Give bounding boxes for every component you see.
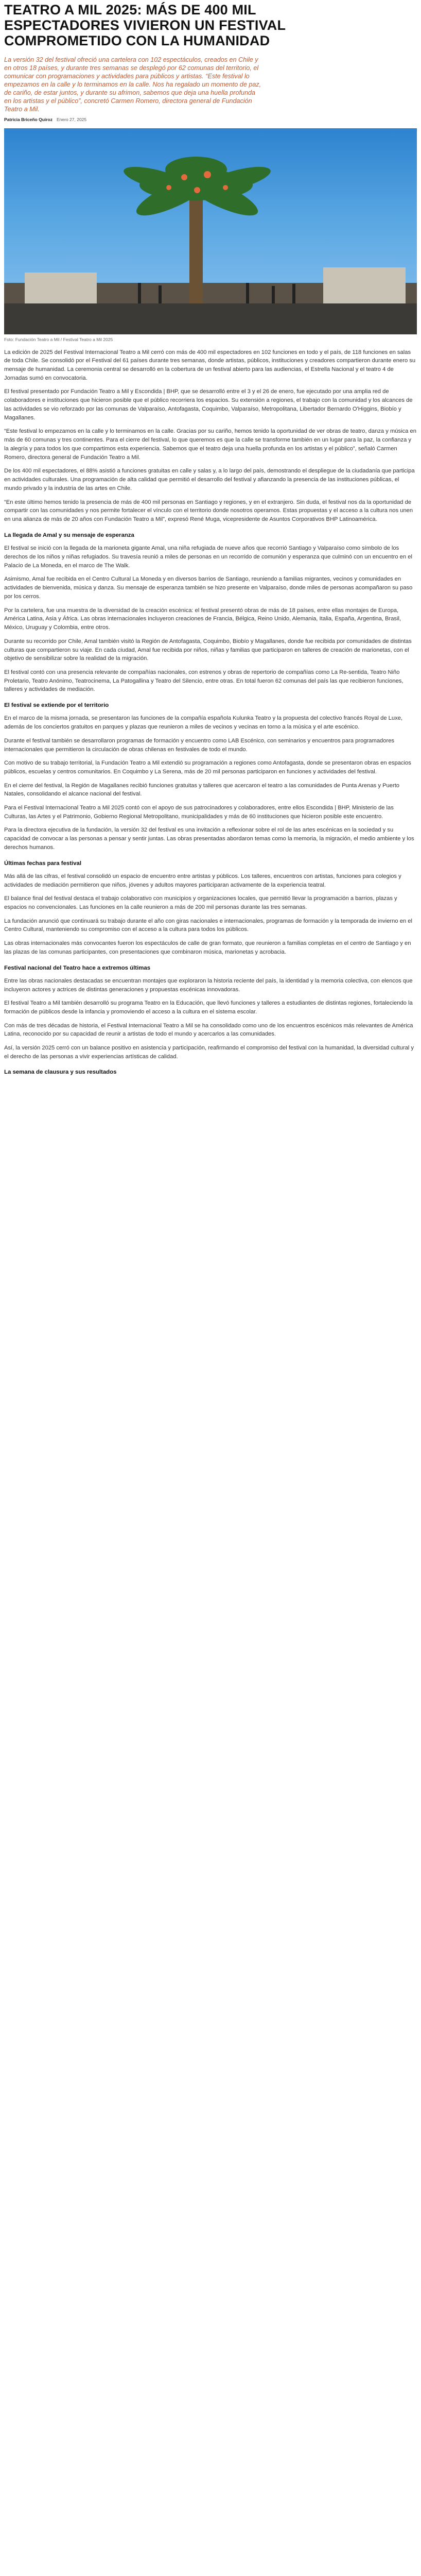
paragraph-7: Asimismo, Amal fue recibida en el Centro Cultural La Moneda y en diversos barrios de Santiago, reuniendo a familias migrantes, vecinos y comunidades en actividades de bienvenida, música y danza. Su mensaje de esperanza también se hizo presente en Valparaíso, donde miles de personas acompañaron su paso por los cerros.	[4, 576, 413, 600]
paragraph-24: Así, la versión 2025 cerró con un balance positivo en asistencia y participación, reafirmando el compromiso del festival con la humanidad, la diversidad cultural y el derecho de las personas a vivir experiencias artísticas de calidad.	[4, 1044, 414, 1060]
paragraph-5: “En este último hemos tenido la presencia de más de 400 mil personas en Santiago y regiones, y en el extranjero. Sin duda, el festival nos da la oportunidad de compartir con las comunidades y nos permite fortalecer el vínculo con el territorio donde nosotros operamos. Estas propuestas y el acceso a la cultura nos unen en una alianza de más de 20 años con Fundación Teatro a Mil”, expresó René Muga, vicepresidente de Asuntos Corporativos BHP Latinoamérica.	[4, 499, 413, 523]
paragraph-6: El festival se inició con la llegada de la marioneta gigante Amal, una niña refugiada de nueve años que recorrió Santiago y Valparaíso como símbolo de los derechos de los niños y niñas refugiados. Su travesía reunió a miles de personas en un recorrido de comunión y esperanza que culminó con un encuentro en el Palacio de La Moneda, en el marco de The Walk.	[4, 545, 412, 569]
paragraph-22: El festival Teatro a Mil también desarrolló su programa Teatro en la Educación, que llevó funciones y talleres a estudiantes de distintas regiones, fortaleciendo la formación de públicos desde la infancia y promoviendo el acceso a la cultura en el sistema escolar.	[4, 1000, 413, 1015]
image-caption: Foto: Fundación Teatro a Mil / Festival Teatro a Mil 2025	[4, 336, 113, 342]
section-heading-amal: La llegada de Amal y su mensaje de esperanza	[4, 532, 134, 539]
publish-date: Enero 27, 2025	[57, 117, 87, 122]
article-title: TEATRO A MIL 2025: MÁS DE 400 MIL ESPECTADORES VIVIERON UN FESTIVAL COMPROMETIDO CON LA HUMANIDAD	[4, 2, 286, 48]
section-heading-territory: El festival se extiende por el territorio	[4, 702, 109, 709]
paragraph-23: Con más de tres décadas de historia, el Festival Internacional Teatro a Mil se ha consolidado como uno de los encuentros escénicos más relevantes de América Latina, reconocido por su capacidad de reunir a artistas de todo el mundo y acercarlos a las comunidades.	[4, 1022, 413, 1038]
paragraph-12: Durante el festival también se desarrollaron programas de formación y encuentro como LAB Escénico, con seminarios y encuentros para programadores internacionales que permitieron la circulación de obras chilenas en festivales de todo el mundo.	[4, 737, 395, 753]
paragraph-3: “Este festival lo empezamos en la calle y lo terminamos en la calle. Gracias por su cariño, hemos tenido la oportunidad de ver obras de teatro, danza y música en más de 60 comunas y tres continentes. Para el cierre del festival, lo que queremos es que la calle se transforme también en un lugar para la paz, la confianza y la alegría y para todos los que compartimos esta experiencia. Sabemos que el teatro deja una huella profunda en los artistas y el público”, señaló Carmen Romero, directora general de Fundación Teatro a Mil.	[4, 428, 416, 461]
paragraph-15: Para el Festival Internacional Teatro a Mil 2025 contó con el apoyo de sus patrocinadores y colaboradores, entre ellos Escondida | BHP, Ministerio de las Culturas, las Artes y el Patrimonio, Gobierno Regional Metropolitano, municipalidades y más de 60 instituciones que hicieron posible este encuentro.	[4, 804, 394, 820]
palm-tree-illustration	[4, 128, 417, 334]
paragraph-14: En el cierre del festival, la Región de Magallanes recibió funciones gratuitas y talleres que acercaron el teatro a las comunidades de Punta Arenas y Puerto Natales, consolidando el alcance nacional del festival.	[4, 782, 400, 798]
paragraph-8: Por la cartelera, fue una muestra de la diversidad de la creación escénica: el festival presentó obras de más de 18 países, entre ellas montajes de Europa, América Latina, Asia y África. Las obras internacionales incluyeron creaciones de Francia, Bélgica, Reino Unido, Alemania, Italia, España, Argentina, Brasil, México, Uruguay y Colombia, entre otros.	[4, 607, 401, 631]
paragraph-17: Más allá de las cifras, el festival consolidó un espacio de encuentro entre artistas y públicos. Los talleres, encuentros con artistas, funciones para colegios y actividades de mediación permitieron que niños, jóvenes y adultos mayores participaran activamente de la experiencia teatral.	[4, 873, 401, 888]
section-heading-last-dates: Últimas fechas para festival	[4, 860, 82, 867]
paragraph-16: Para la directora ejecutiva de la fundación, la versión 32 del festival es una invitación a reflexionar sobre el rol de las artes escénicas en la sociedad y su capacidad de convocar a las personas a pensar y sentir juntas. Las obras presentadas abordaron temas como la memoria, la migración, el medio ambiente y los derechos humanos.	[4, 827, 414, 851]
paragraph-10: El festival contó con una presencia relevante de compañías nacionales, con estrenos y obras de repertorio de compañías como La Re-sentida, Teatro Niño Proletario, Teatro Anónimo, Teatrocinema, La Patogallina y Teatro del Silencio, entre otras. En total fueron 62 comunas del país las que recibieron funciones, talleres y actividades de mediación.	[4, 669, 404, 693]
article-lead: La versión 32 del festival ofreció una cartelera con 102 espectáculos, creados en Chile y en otros 18 países, y durante tres semanas se desplegó por 62 comunas del territorio, el comunicar con programaciones y actividades para públicos y artistas. “Este festival lo empezamos en la calle y lo terminamos en la calle. Nos ha regalado un momento de paz, de cariño, de estar juntos, y durante su afrimon, sabemos que deja una huella profunda en los artistas y el público”, concretó Carmen Romero, directora general de Fundación Teatro a Mil.	[4, 56, 261, 113]
paragraph-13: Con motivo de su trabajo territorial, la Fundación Teatro a Mil extendió su programación a regiones como Antofagasta, donde se presentaron obras en espacios públicos, escuelas y centros comunitarios. En Coquimbo y La Serena, más de 20 mil personas participaron en funciones y actividades del festival.	[4, 760, 411, 775]
paragraph-2: El festival presentado por Fundación Teatro a Mil y Escondida | BHP, que se desarrolló entre el 3 y el 26 de enero, fue ejecutado por una amplia red de colaboradores e instituciones que hicieron posible que el público recorriera los espacios. Su extensión a regiones, el trabajo con la comunidad y los alcances de las actividades se vio reforzado por las comunas de Valparaíso, Antofagasta, Coquimbo, Valparaíso, Metropolitana, Libertador Bernardo O'Higgins, Biobío y Magallanes.	[4, 388, 413, 421]
section-heading-national: Festival nacional del Teatro hace a extremos últimas	[4, 964, 151, 971]
paragraph-11: En el marco de la misma jornada, se presentaron las funciones de la compañía española Kulunka Teatro y la propuesta del colectivo francés Royal de Luxe, además de los conciertos gratuitos en parques y plazas que reunieron a miles de vecinos y vecinas en torno a la música y el arte escénico.	[4, 715, 403, 731]
byline	[4, 116, 417, 123]
hero-image	[4, 128, 417, 334]
paragraph-21: Entre las obras nacionales destacadas se encuentran montajes que exploraron la historia reciente del país, la identidad y la memoria colectiva, con elencos que incluyeron actores y actrices de distintas generaciones y propuestas escénicas innovadoras.	[4, 977, 413, 993]
paragraph-19: La fundación anunció que continuará su trabajo durante el año con giras nacionales e internacionales, programas de formación y la temporada de invierno en el Centro Cultural, manteniendo su compromiso con el acceso a la cultura para todos los públicos.	[4, 918, 412, 933]
paragraph-9: Durante su recorrido por Chile, Amal también visitó la Región de Antofagasta, Coquimbo, Biobío y Magallanes, donde fue recibida por comunidades de distintas culturas que compartieron su viaje. En cada ciudad, Amal fue recibida por niños, niñas y familias que participaron en talleres de creación de marionetas, con el objetivo de sensibilizar sobre la realidad de la migración.	[4, 638, 412, 662]
author-name[interactable]: Patricia Briceño Quiroz	[4, 117, 52, 122]
paragraph-18: El balance final del festival destaca el trabajo colaborativo con municipios y organizaciones locales, que permitió llevar la programación a barrios, plazas y espacios no convencionales. Las funciones en la calle reunieron a más de 200 mil personas durante las tres semanas.	[4, 895, 397, 911]
section-heading-closing: La semana de clausura y sus resultados	[4, 1069, 117, 1076]
paragraph-20: Las obras internacionales más convocantes fueron los espectáculos de calle de gran formato, que reunieron a familias completas en el centro de Santiago y en las plazas de las comunas participantes, con presentaciones que combinaron música, marionetas y acrobacia.	[4, 940, 411, 955]
paragraph-1: La edición de 2025 del Festival Internacional Teatro a Mil cerró con más de 400 mil espectadores en 102 funciones en todo y el país, de 118 funciones en salas de toda Chile. Se consolidó por el Festival del 61 países durante tres semanas, donde artistas, públicos, instituciones y creadores compartieron durante enero su mensaje de humanidad. La ceremonia central se desarrolló en la cobertura de un festival abierto para las audiencias, el Estrella Nacional y el teatro 4 de Jornadas sumó en convocatoria.	[4, 349, 416, 381]
paragraph-4: De los 400 mil espectadores, el 88% asistió a funciones gratuitas en calle y salas y, a lo largo del país, demostrando el despliegue de la ciudadanía que participa en actividades culturales. Una programación de alta calidad que permitió el desarrollo del festival y afianzando la presencia de las instituciones públicas, el mundo privado y la industria de las artes en Chile.	[4, 468, 415, 492]
